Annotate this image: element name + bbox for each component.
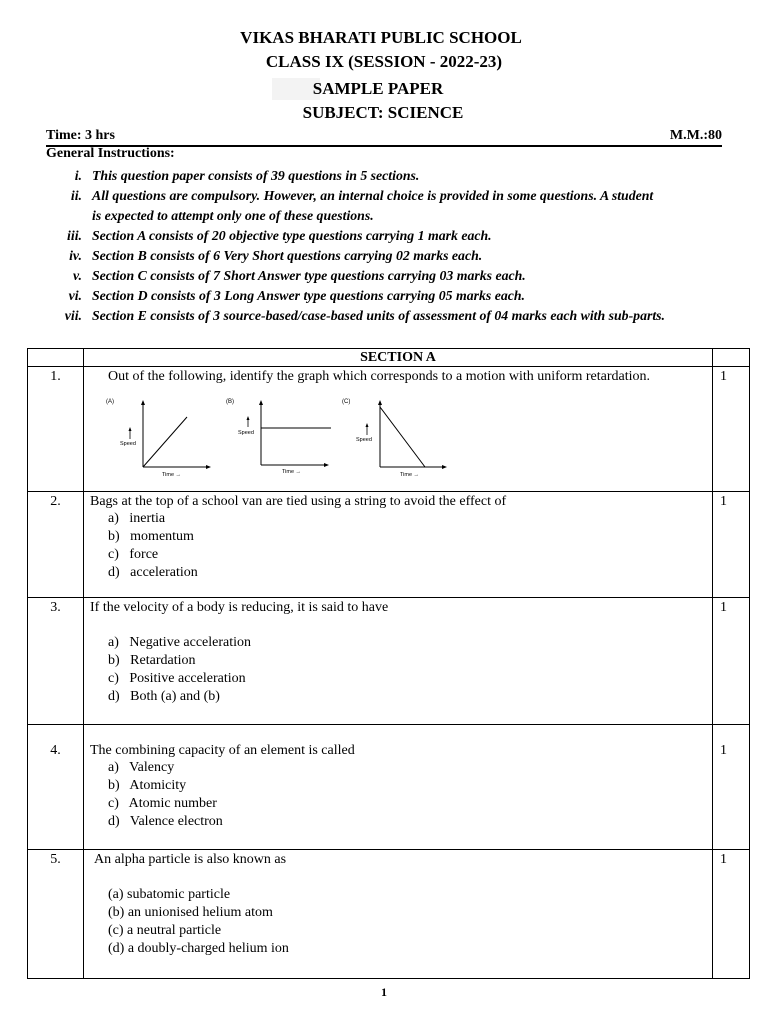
- instruction-item: [46, 206, 726, 226]
- graph-tag: (B): [226, 399, 234, 405]
- question-text: Bags at the top of a school van are tied using a string to avoid the effect of: [90, 494, 507, 509]
- question-row: [28, 492, 750, 598]
- graph-b: [224, 397, 334, 479]
- instruction-text: Section D consists of 3 Long Answer type questions carrying 05 marks each.: [92, 288, 525, 303]
- empty-cell: [28, 349, 84, 367]
- graph-tag: (C): [342, 399, 351, 405]
- question-marks: 1: [713, 367, 750, 492]
- question-row: [28, 850, 750, 979]
- instruction-number: ii.: [70, 188, 82, 203]
- instruction-item: [46, 246, 726, 266]
- question-text: Out of the following, identify the graph which corresponds to a motion with uniform retardation.: [108, 369, 650, 384]
- x-axis-label: Time →: [282, 469, 302, 475]
- max-marks: M.M.:80: [669, 128, 722, 143]
- question-body: [84, 367, 713, 492]
- instruction-number: iii.: [67, 228, 82, 243]
- instruction-item: [46, 266, 726, 286]
- question-number: 3.: [28, 598, 84, 725]
- blank-line: [94, 868, 712, 886]
- ylabel-arrowhead: [366, 423, 369, 427]
- question-marks: 1: [713, 598, 750, 725]
- question-number: 1.: [28, 367, 84, 492]
- instruction-text: This question paper consists of 39 questions in 5 sections.: [92, 168, 420, 183]
- option-item: d) Both (a) and (b): [108, 689, 220, 704]
- question-body: [84, 725, 713, 850]
- instruction-number: vi.: [68, 288, 82, 303]
- time-marks-row: [46, 128, 722, 147]
- instruction-item: [46, 166, 726, 186]
- y-axis-label: Speed: [120, 441, 136, 447]
- instructions-list: [46, 166, 726, 326]
- school-name: VIKAS BHARATI PUBLIC SCHOOL: [240, 28, 522, 47]
- question-row: [28, 598, 750, 725]
- options-list: [90, 759, 712, 831]
- question-marks: 1: [713, 492, 750, 598]
- option-item: (d) a doubly-charged helium ion: [108, 941, 289, 956]
- option-item: a) Valency: [108, 760, 175, 775]
- y-axis-arrow: [141, 400, 145, 405]
- section-title: [84, 349, 713, 367]
- y-axis-label: Speed: [356, 437, 372, 443]
- blank-line: [90, 616, 712, 634]
- y-axis-label: Speed: [238, 430, 254, 436]
- option-item: c) force: [108, 547, 159, 562]
- time-allowed: Time: 3 hrs: [46, 128, 115, 143]
- graph-line: [380, 407, 425, 467]
- option-item: c) Atomic number: [108, 796, 217, 811]
- question-row: [28, 367, 750, 492]
- option-item: a) inertia: [108, 511, 166, 526]
- option-item: (c) a neutral particle: [108, 923, 222, 938]
- option-item: b) Atomicity: [108, 778, 187, 793]
- graph-a: [106, 397, 216, 479]
- ylabel-arrowhead: [129, 427, 132, 431]
- instructions-heading: General Instructions:: [46, 146, 175, 161]
- y-axis-arrow: [259, 400, 263, 405]
- instruction-number: vii.: [64, 308, 82, 323]
- instruction-text: All questions are compulsory. However, an internal choice is provided in some questions. A student: [92, 188, 654, 203]
- question-number: 5.: [28, 850, 84, 979]
- question-text: An alpha particle is also known as: [94, 852, 287, 867]
- question-marks: 1: [713, 850, 750, 979]
- x-axis-label: Time →: [400, 472, 420, 478]
- instruction-text: Section C consists of 7 Short Answer type questions carrying 03 marks each.: [92, 268, 526, 283]
- subject-title: SUBJECT: SCIENCE: [302, 103, 464, 122]
- y-axis-arrow: [378, 400, 382, 405]
- instruction-number: v.: [72, 268, 82, 283]
- question-number: 2.: [28, 492, 84, 598]
- question-body: [84, 598, 713, 725]
- x-axis-arrow: [324, 463, 329, 467]
- section-header-row: [28, 349, 750, 367]
- options-list: [90, 510, 712, 582]
- instruction-item: [46, 306, 726, 326]
- instruction-text: Section B consists of 6 Very Short questions carrying 02 marks each.: [92, 248, 483, 263]
- ylabel-arrowhead: [247, 416, 250, 420]
- section-a-label: SECTION A: [360, 350, 436, 365]
- option-item: b) momentum: [108, 529, 194, 544]
- question-body: [84, 850, 713, 979]
- question-text: The combining capacity of an element is called: [90, 743, 355, 758]
- instruction-text: Section A consists of 20 objective type questions carrying 1 mark each.: [92, 228, 492, 243]
- graph-tag: (A): [106, 399, 114, 405]
- x-axis-arrow: [206, 465, 211, 469]
- option-item: b) Retardation: [108, 653, 196, 668]
- option-item: c) Positive acceleration: [108, 671, 246, 686]
- options-list: [94, 886, 712, 958]
- instruction-item: [46, 226, 726, 246]
- option-item: a) Negative acceleration: [108, 635, 252, 650]
- graph-set: [108, 385, 712, 481]
- x-axis-arrow: [442, 465, 447, 469]
- instruction-number: i.: [74, 168, 82, 183]
- paper-type: SAMPLE PAPER: [312, 79, 444, 98]
- option-item: (b) an unionised helium atom: [108, 905, 273, 920]
- option-item: d) acceleration: [108, 565, 198, 580]
- option-item: d) Valence electron: [108, 814, 223, 829]
- instruction-text: is expected to attempt only one of these questions.: [92, 208, 374, 223]
- x-axis-label: Time →: [162, 472, 182, 478]
- instruction-item: [46, 186, 726, 206]
- options-list: [90, 634, 712, 706]
- question-body: [84, 492, 713, 598]
- graph-line: [143, 417, 187, 467]
- question-text: If the velocity of a body is reducing, it is said to have: [90, 600, 389, 615]
- question-number: 4.: [28, 725, 84, 850]
- option-item: (a) subatomic particle: [108, 887, 231, 902]
- question-row: [28, 725, 750, 850]
- graph-c: [342, 397, 452, 479]
- instruction-item: [46, 286, 726, 306]
- instruction-text: Section E consists of 3 source-based/case-based units of assessment of 04 marks each with sub-parts.: [92, 308, 665, 323]
- questions-table: [27, 348, 750, 979]
- question-marks: 1: [713, 725, 750, 850]
- empty-cell: [713, 349, 750, 367]
- instruction-number: iv.: [69, 248, 82, 263]
- class-session: CLASS IX (SESSION - 2022-23): [265, 52, 503, 71]
- page-number: 1: [381, 985, 387, 999]
